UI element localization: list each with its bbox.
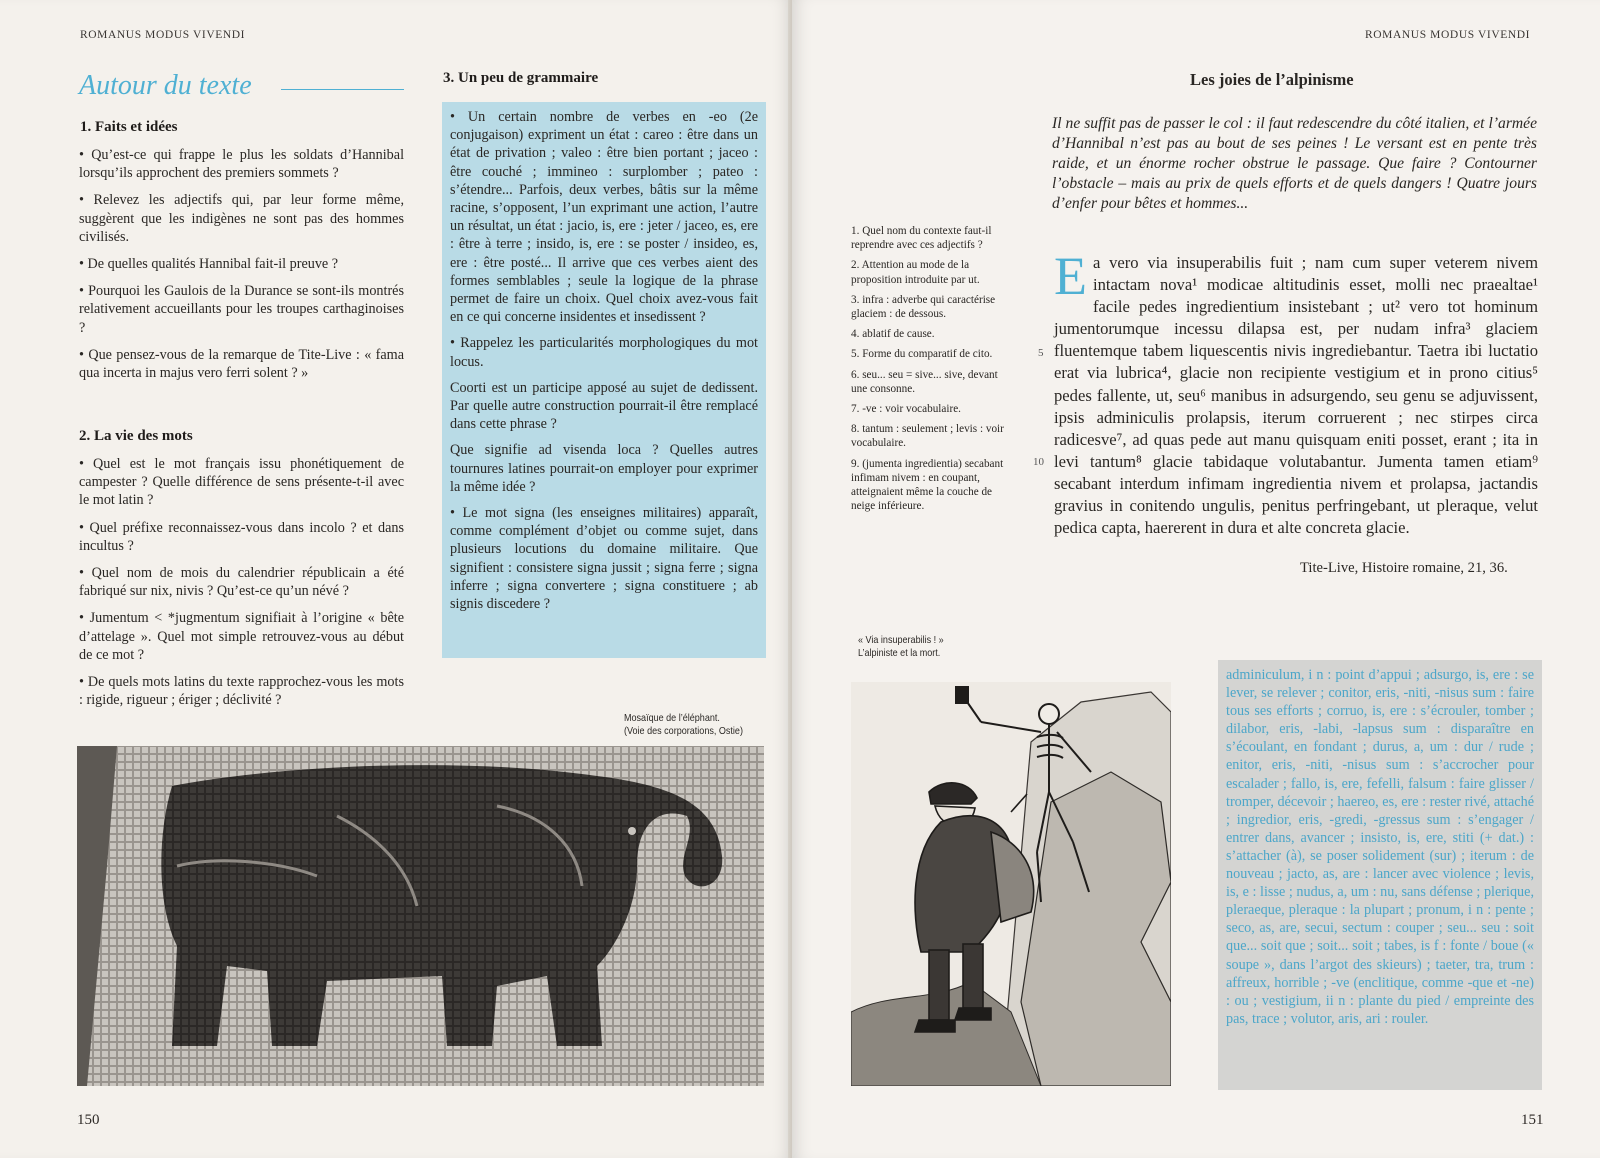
footnote: 8. tantum : seulement ; levis : voir vocabulaire. [851, 423, 1004, 450]
line-number: 10 [1033, 456, 1044, 468]
faits-item: • Qu’est-ce qui frappe le plus les soldats d’Hannibal lorsqu’ils approchent des premiers sommets ? [79, 146, 404, 182]
illustration-caption-line: « Via insuperabilis ! » [858, 634, 944, 646]
vie-heading: 2. La vie des mots [79, 428, 193, 444]
mosaic-caption-line: Mosaïque de l’éléphant. [624, 712, 720, 724]
elephant-mosaic-photo [77, 746, 764, 1086]
footnote: 5. Forme du comparatif de cito. [851, 348, 993, 361]
vie-item: • Quel nom de mois du calendrier républicain a été fabriqué sur nix, nivis ? Qu’est-ce qu’un névé ? [79, 564, 404, 600]
grammaire-paragraph: • Rappelez les particularités morphologiques du mot locus. [450, 335, 758, 370]
footnote: 6. seu... seu = sive... sive, devant une consonne. [851, 368, 998, 395]
vie-list [79, 455, 404, 718]
vie-item: • De quels mots latins du texte rapprochez-vous les mots : rigide, rigueur ; ériger ; déclivité ? [79, 673, 404, 709]
footnote: 1. Quel nom du contexte faut-il reprendre avec ces adjectifs ? [851, 225, 992, 252]
footnote: 4. ablatif de cause. [851, 328, 935, 341]
grammaire-paragraph: Que signifie ad visenda loca ? Quelles autres tournures latines pourrait-on employer pour exprimer la même idée ? [450, 442, 758, 495]
faits-item: • De quelles qualités Hannibal fait-il preuve ? [79, 255, 404, 273]
grammaire-paragraph: Coorti est un participe apposé au sujet de dedissent. Par quelle autre construction pourrait-il être remplacé dans cette phrase ? [450, 379, 758, 433]
latin-passage-text: a vero via insuperabilis fuit ; nam cum super veterem nivem intactam nova¹ modicae altitudinis esset, molli nec praealtae¹ facile pedes ingredientium insistebant ; ut² vero tot hominum jumentorumque incessu dilapsa est, per nudam infra³ glaciem fluentemque tabem liquescentis nivis ingrediebantur. Taetra ibi luctatio erat via lubrica⁴, glacie non recipiente vestigium et in prono citius⁵ pedes fallente, ut, seu⁶ manibus in adsurgendo, seu genu se adjuvissent, ipsis adminiculis prolapsis, iterum corruerent ; nec stirpes circa radicesve⁷, ad quas pede aut manu quisquam eniti posset, erant ; ita in levi tantum⁸ glacie tabidaque volutabantur. Jumenta tamen etiam⁹ secabant interdum infimam ingredientia nivem et prolapsa, jactandis gravius in conitendo ungulis, penitus perfringebant, ut pleraque, velut pedica capta, haererent in dura et alte concreta glacie. [1054, 253, 1538, 538]
latin-passage [1054, 246, 1538, 539]
running-head-right: ROMANUS MODUS VIVENDI [1365, 29, 1531, 41]
vie-item: • Jumentum < *jugmentum signifiait à l’origine « bête d’attelage ». Quel mot simple retrouvez-vous au début de ce mot ? [79, 609, 404, 664]
grammaire-box [442, 102, 766, 658]
footnote: 2. Attention au mode de la proposition introduite par ut. [851, 259, 980, 286]
footnote: 9. (jumenta ingredientia) secabant infimam nivem : en coupant, atteignaient même la couche de neige inférieure. [851, 457, 1004, 513]
faits-item: • Relevez les adjectifs qui, par leur forme même, suggèrent que les indigènes ne sont pas des hommes civilisés. [79, 191, 404, 246]
faits-item: • Pourquoi les Gaulois de la Durance se sont-ils montrés relativement accueillants pour les troupes carthaginoises ? [79, 282, 404, 337]
page-number-right: 151 [1521, 1112, 1544, 1128]
grammaire-heading: 3. Un peu de grammaire [443, 70, 599, 86]
source-citation: Tite-Live, Histoire romaine, 21, 36. [1300, 560, 1508, 576]
page-number-left: 150 [77, 1112, 100, 1128]
right-page-title: Les joies de l’alpinisme [1190, 70, 1354, 89]
section-title: Autour du texte [79, 70, 252, 101]
intro-paragraph: Il ne suffit pas de passer le col : il faut redescendre du côté italien, et l’armée d’Hannibal n’est pas au bout de ses peines ! Le versant est en pente très raide, et un énorme rocher obstrue le passage. Que faire ? Contourner l’obstacle – mais au prix de quels efforts et de quels dangers ! Quatre jours d’enfer pour bêtes et hommes... [1052, 115, 1537, 212]
dropcap-letter: E [1054, 246, 1087, 306]
vie-item: • Quel est le mot français issu phonétiquement de campester ? Quelle différence de sens présente-t-il avec le mot latin ? [79, 455, 404, 510]
illustration-caption [858, 634, 944, 660]
mosaic-caption-line: (Voie des corporations, Ostie) [624, 725, 743, 737]
section-title-rule [281, 89, 404, 90]
mosaic-caption [624, 712, 743, 738]
alpinist-illustration [851, 682, 1171, 1086]
footnotes [851, 224, 1015, 519]
vocabulary-box: adminiculum, i n : point d’appui ; adsurgo, is, ere : se lever, se relever ; conitor, eris, -niti, -nisus sum : faire tous ses efforts ; corruo, is, ere : s’écrouler, tomber ; dilabor, eris, -labi, -lapsus sum : disparaître en s’écoulant, en fondant ; durus, a, um : dur / rude ; enitor, eris, -niti, -nisus sum : s’accrocher pour escalader ; fallo, is, ere, fefelli, falsum : faire glisser / tromper, décevoir ; haereo, es, ere : rester rivé, attaché ; ingredior, eris, -gredi, -gressus sum : s’engager / entrer dans, avancer ; insisto, is, ere, stiti (+ dat.) : s’attacher (à), se poser solidement (sur) ; iterum : de nouveau ; jacto, as, are : lancer avec violence ; levis, is, e : lisse ; nudus, a, um : nu, sans défense ; plerique, pleraeque, pleraque : la plupart ; pronum, i n : pente ; seco, as, are, secui, sectum : couper ; seu... seu : soit que... soit que ; soit... soit ; tabes, is f : fonte / boue (« soupe », dans l’argot des skieurs) ; taeter, tra, trum : affreux, horrible ; -ve (enclitique, comme -que et -ne) : ou ; vestigium, ii n : plante du pied / empreinte des pas, trace ; volutor, aris, ari : rouler. [1218, 660, 1542, 1090]
elephant-mosaic-image [77, 746, 764, 1086]
footnote: 3. infra : adverbe qui caractérise glaciem : de dessous. [851, 293, 996, 321]
grammaire-paragraph: • Un certain nombre de verbes en -eo (2e conjugaison) expriment un état : careo : être dans un état de privation ; valeo : être bien portant ; jaceo : être couché ; immineo : surplomber ; pateo : s’étendre... Parfois, deux verbes, bâtis sur la même racine, s’opposent, l’un exprimant une action, l’autre un résultat, un état : jacio, is, ere : jeter / jaceo, es, ere : être à terre ; insido, is, ere : se poster / insideo, es, ere : être posté... Il arrive que ces verbes aient des formes semblables ; seule la logique de la phrase permet de faire un choix. Quel choix avez-vous fait en ce qui concerne insidentes et insedissent ? [450, 109, 758, 326]
vie-item: • Quel préfixe reconnaissez-vous dans incolo ? et dans incultus ? [79, 519, 404, 555]
illustration-caption-line: L’alpiniste et la mort. [858, 647, 941, 659]
faits-list [79, 146, 404, 391]
alpinist-and-death-drawing [851, 682, 1171, 1086]
grammaire-paragraph: • Le mot signa (les enseignes militaires) apparaît, comme complément d’objet ou comme sujet, dans plusieurs locutions du domaine militaire. Que signifient : consistere signa jussit ; signa ferre ; signa inferre ; signa convertere ; signa constituere ; ab signis discedere ? [450, 505, 758, 613]
faits-heading: 1. Faits et idées [80, 119, 178, 135]
footnote: 7. -ve : voir vocabulaire. [851, 403, 961, 416]
left-page [0, 0, 792, 1158]
running-head-left: ROMANUS MODUS VIVENDI [80, 29, 246, 41]
line-number: 5 [1038, 347, 1044, 359]
faits-item: • Que pensez-vous de la remarque de Tite-Live : « fama qua incerta in majus vero ferri solent ? » [79, 346, 404, 382]
